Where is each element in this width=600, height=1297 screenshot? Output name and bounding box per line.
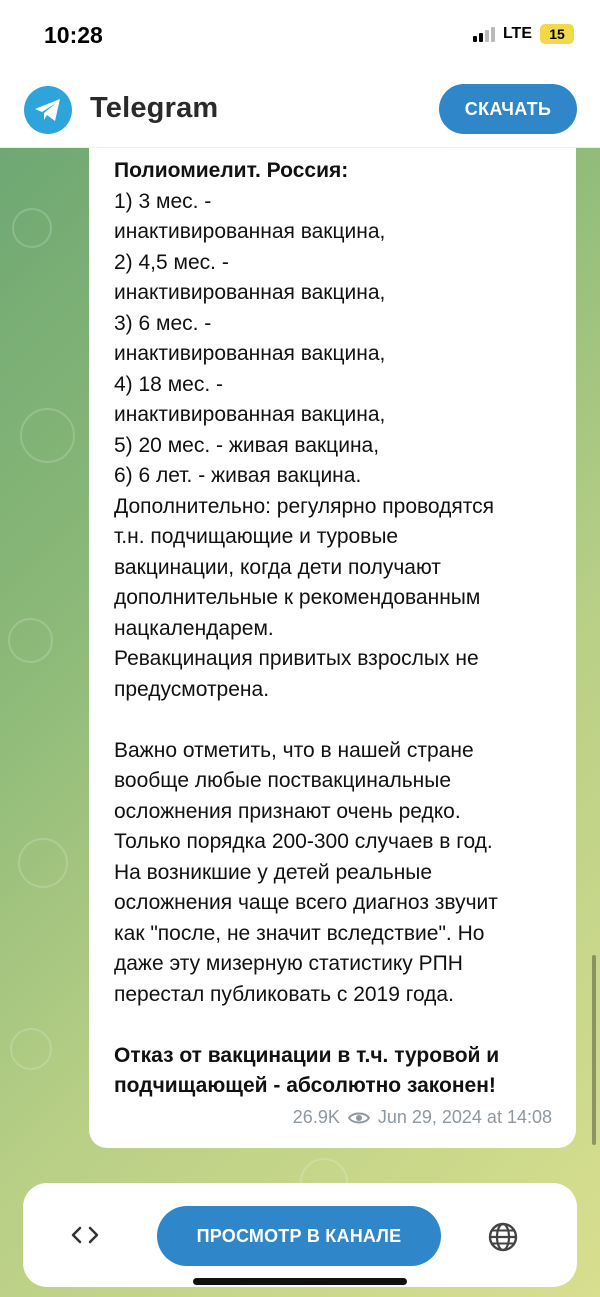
message-line: Важно отметить, что в нашей стране [114, 738, 474, 762]
message-line: 1) 3 мес. - [114, 189, 212, 213]
message-line: как "после, не значит вследствие". Но [114, 921, 485, 945]
message-line: дополнительные к рекомендованным [114, 586, 481, 609]
message-line: На возникшие у детей реальные [114, 860, 433, 884]
status-time: 10:28 [44, 22, 103, 48]
scroll-indicator[interactable] [592, 955, 596, 1145]
app-header [0, 70, 600, 148]
message-line: 4) 18 мес. - [114, 372, 223, 396]
download-button[interactable]: СКАЧАТЬ [439, 84, 577, 134]
message-line: Полиомиелит. Россия: [114, 159, 349, 182]
message-line: инактивированная вакцина, [114, 281, 386, 304]
home-indicator[interactable] [193, 1278, 407, 1285]
paragraph-gap [114, 705, 554, 736]
message-line: 2) 4,5 мес. - [114, 250, 229, 274]
eye-icon [348, 1111, 370, 1125]
message-line: Ревакцинация привитых взрослых не [114, 647, 479, 670]
message-line: инактивированная вакцина, [114, 220, 386, 243]
view-count: 26.9K [292, 1107, 340, 1127]
message-line: т.н. подчищающие и туровые [114, 525, 399, 548]
message-line: подчищающей - абсолютно законен! [114, 1074, 496, 1097]
signal-icon [473, 26, 495, 42]
globe-icon[interactable] [487, 1221, 519, 1253]
message-date: Jun 29, 2024 at 14:08 [377, 1107, 552, 1127]
message-line: 6) 6 лет. - живая вакцина. [114, 464, 362, 487]
status-bar [0, 0, 600, 70]
message-line: вообще любые поствакцинальные [114, 769, 452, 792]
doodle-pattern [8, 618, 53, 663]
message-line: перестал публиковать с 2019 года. [114, 982, 454, 1006]
view-in-channel-button[interactable]: ПРОСМОТР В КАНАЛЕ [157, 1206, 441, 1266]
battery-icon: 15 [540, 24, 574, 44]
doodle-pattern [20, 408, 75, 463]
message-line: вакцинации, когда дети получают [114, 555, 441, 579]
telegram-plane-icon [24, 86, 72, 134]
network-type: LTE [502, 25, 532, 42]
message-line: нацкалендарем. [114, 616, 274, 640]
code-icon[interactable] [68, 1221, 102, 1249]
bottom-bar [23, 1183, 577, 1287]
message-line: предусмотрена. [114, 677, 270, 701]
message-line: даже эту мизерную статистику РПН [114, 952, 463, 975]
message-bubble [89, 148, 576, 1148]
message-text [114, 156, 554, 1102]
message-line: 3) 6 мес. - [114, 311, 212, 335]
message-line: Дополнительно: регулярно проводятся [114, 494, 495, 518]
app-name: Telegram [90, 92, 219, 124]
message-line: Отказ от вакцинации в т.ч. туровой и [114, 1043, 500, 1067]
message-line: инактивированная вакцина, [114, 403, 386, 426]
message-line: осложнения признают очень редко. [114, 799, 461, 823]
doodle-pattern [12, 208, 52, 248]
message-line: инактивированная вакцина, [114, 342, 386, 365]
status-indicators [473, 24, 574, 44]
doodle-pattern [10, 1028, 52, 1070]
message-line: осложнения чаще всего диагноз звучит [114, 891, 498, 914]
doodle-pattern [18, 838, 68, 888]
paragraph-gap [114, 1010, 554, 1041]
message-line: 5) 20 мес. - живая вакцина, [114, 433, 380, 457]
message-line: Только порядка 200-300 случаев в год. [114, 830, 493, 853]
message-meta [293, 1107, 552, 1128]
